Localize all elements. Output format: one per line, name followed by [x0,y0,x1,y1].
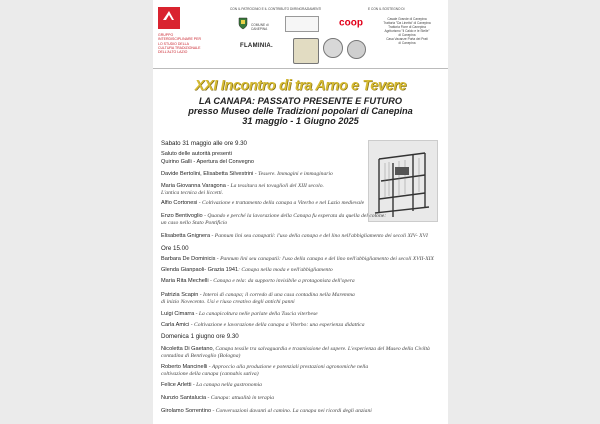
sponsor-name: di Canepina [398,33,416,37]
comune-crest-icon [238,17,248,30]
tradizioni-logo [285,16,319,32]
svg-text:coop: coop [339,17,363,28]
opening-talk: Quirino Galli - Apertura del Convegno [161,158,254,165]
talk-row: Glenda Gianpaoli- Grazia 1941: Canapa nella moda e nell'abbigliamento [161,267,333,273]
talk-row: Elisabetta Gnignera - Pannum lini seu canapatii: l'uso della canapa e del lino nell'abbigliamento dei secoli XIV- XVI [161,233,428,239]
talk-row: Enzo Bentivoglio - Quando e perché la lavorazione della Canapa fu esperata da quella del cotone: [161,213,387,219]
sunday-heading: Domenica 1 giugno ore 9.30 [161,333,239,340]
sponsor-name: Trattoria "Da Linetta" di Canepina [383,21,431,25]
talk-row-cont: un caso nello Stato Pontificio [161,219,228,226]
talk-row-cont: contadina di Bentivoglio (Bologna) [161,352,241,359]
sponsor-name: Agriturismo "Il Caldo e le Stelle" [384,29,430,33]
sponsor-name: Casa Vacanze Porta dei Prati [386,37,428,41]
talk-row: Nunzio Santalucia - Canapa: attualità in terapia [161,395,274,401]
organization-logo-icon [162,9,175,22]
flyer-header [153,0,448,69]
flyer-page [153,0,448,424]
event-title: XXI Incontro di tra Arno e Tevere [194,78,407,94]
support-label: E CON IL SOSTEGNO DI [368,7,405,11]
sponsor-seal-3 [347,40,366,59]
sponsor-seal-2 [323,38,343,58]
talk-row-cont: L'antica tecnica dei liccetti. [161,189,224,196]
talk-row: Nicoletta Di Gaetano, Canapa tessile tra salvaguardia e trasmissione del sapere. L'esperienza del Museo della Civiltà [161,346,430,352]
loom-icon [369,141,437,221]
loom-photo [368,140,438,222]
flaminia-logo: FLAMINIA. [240,43,274,49]
talk-row: Barbara De Dominicis - Pannum lini seu canapatii: l'uso della canapa e del lino nell'abbigliamento dei secoli XVII-XIX [161,256,434,262]
talk-row: Carla Amici - Coltivazione e lavorazione della canapa a Viterbo: una esperienza didattica [161,322,365,328]
talk-row: Alfio Cortonesi - Coltivazione e trattamento della canapa a Viterbo e nel Lazio medievale [161,200,365,206]
talk-row-cont: di inizio Novecento. Usi e riuso creativo degli antichi panni [161,298,295,305]
talk-row: Girolamo Sorrentino - Conversazioni davanti al camino. La canapa nei ricordi degli anziani [161,408,372,414]
talk-row: Maria Giovanna Varagona - La tessitura nei tovaglioli del XIII secolo. [161,183,324,189]
coop-logo-icon [339,16,363,28]
opening-greeting: Saluto delle autorità presenti [161,151,232,157]
patronage-label: CON IL PATROCINIO E IL CONTRIBUTO DI/RINGRAZIAMENTI [230,7,322,11]
talk-row: Maria Rita Mechelli - Canapa e tela: da supporto invisibile a protagonista dell'opera [161,278,355,284]
afternoon-heading: Ore 15.00 [161,245,189,252]
sponsor-name: Casale Grande di Canepina [387,17,427,21]
talk-row-cont: coltivazione della canapa (cannabis sativa) [161,370,259,377]
event-venue: presso Museo delle Tradizioni popolari di Canepina [188,106,413,116]
saturday-heading: Sabato 31 maggio alle ore 9.30 [161,140,247,147]
sponsor-name: di Canepina [398,41,416,45]
comune-label: COMUNE di CANEPINA [251,23,269,31]
sponsor-list [368,17,446,45]
talk-row: Patrizia Scapin - Interni di canapa; il corredo di una casa contadina nella Maremma [161,292,355,298]
talk-row: Felice Arletti - La canapa nella gastronomia [161,382,262,388]
talk-row: Luigi Cimarra - La canapicoltura nelle parlate della Tuscia viterbese [161,311,318,317]
sponsor-seal-1 [293,38,319,64]
organization-name: GRUPPO INTERDISCIPLINARE PER LO STUDIO DELLA CULTURA TRADIZIONALE DELL'ALTO LAZIO [158,33,201,55]
talk-row: Davide Bertolini, Elisabetta Silvestrini - Tessere. Immagini e immaginario [161,171,333,177]
event-subtitle: LA CANAPA: PASSATO PRESENTE E FUTURO [198,96,403,106]
sponsor-name: Trattoria Fiore di Canepina [388,25,426,29]
event-dates: 31 maggio - 1 Giugno 2025 [242,116,359,126]
talk-row: Roberto Mancinelli - Approccio alla produzione e potenziali prestazioni agronomiche nella [161,364,369,370]
